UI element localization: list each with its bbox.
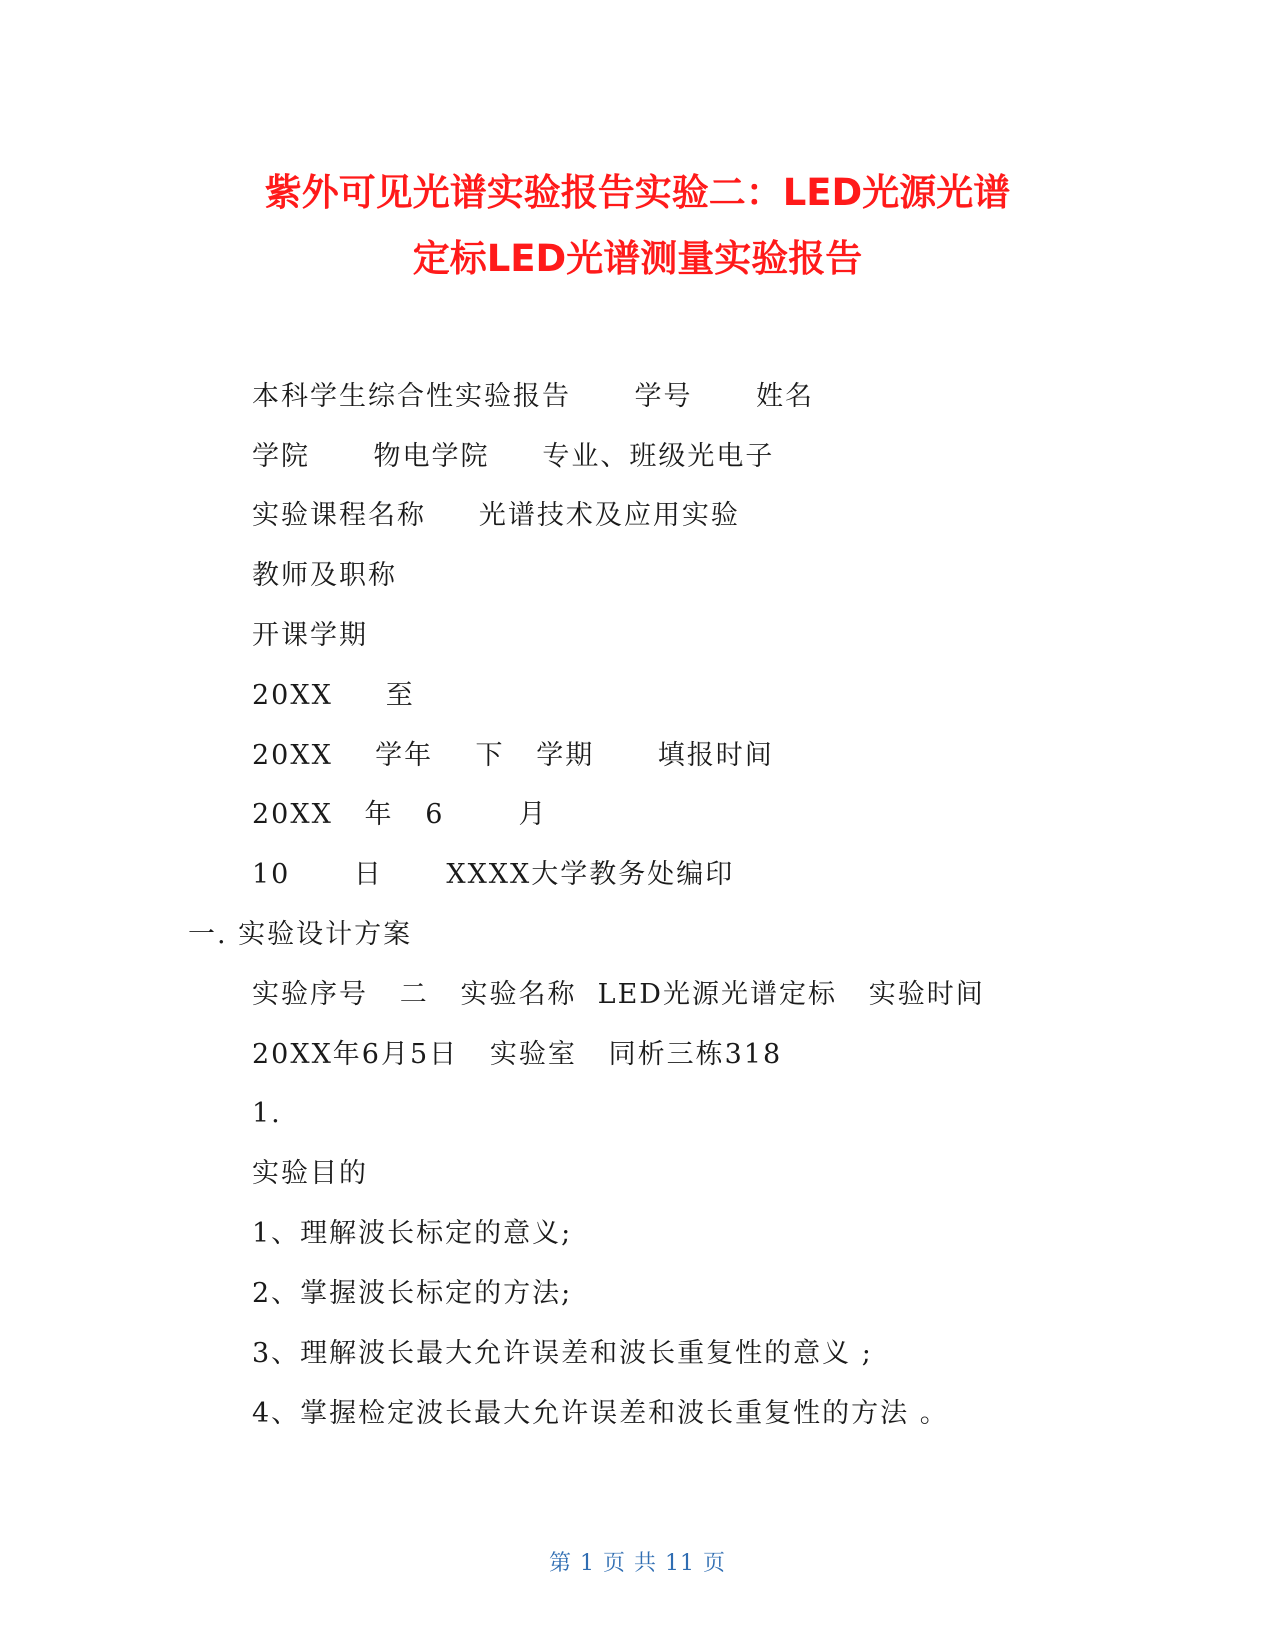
semester-label-line: 开课学期 bbox=[252, 620, 368, 651]
title-line-1: 紫外可见光谱实验报告实验二：LED光源光谱 bbox=[264, 171, 1011, 214]
document-title bbox=[150, 160, 1125, 292]
subsection-number: 1. bbox=[252, 1098, 282, 1129]
page-footer: 第 1 页 共 11 页 bbox=[549, 1551, 726, 1576]
objective-item: 1、理解波长标定的意义; bbox=[252, 1218, 573, 1249]
fill-date-line: 20XX 年 6 月 bbox=[252, 799, 548, 830]
experiment-date-line: 20XX年6月5日 实验室 同析三栋318 bbox=[252, 1039, 783, 1070]
teacher-line: 教师及职称 bbox=[252, 560, 397, 591]
semester-year-line: 20XX 至 bbox=[252, 680, 415, 711]
course-name-line: 实验课程名称 光谱技术及应用实验 bbox=[252, 500, 740, 531]
section-heading: 一. 实验设计方案 bbox=[188, 919, 413, 950]
objective-item: 2、掌握波长标定的方法; bbox=[252, 1278, 573, 1309]
semester-term-line: 20XX 学年 下 学期 填报时间 bbox=[252, 740, 774, 771]
college-line: 学院 物电学院 专业、班级光电子 bbox=[252, 441, 775, 472]
report-header-line: 本科学生综合性实验报告 学号 姓名 bbox=[252, 381, 814, 412]
objective-item: 4、掌握检定波长最大允许误差和波长重复性的方法 。 bbox=[252, 1398, 949, 1429]
title-line-2: 定标LED光谱测量实验报告 bbox=[412, 237, 863, 280]
objective-item: 3、理解波长最大允许误差和波长重复性的意义 ; bbox=[252, 1338, 873, 1369]
experiment-info-line: 实验序号 二 实验名称 LED光源光谱定标 实验时间 bbox=[252, 979, 985, 1010]
subsection-heading: 实验目的 bbox=[252, 1158, 368, 1189]
publisher-line: 10 日 XXXX大学教务处编印 bbox=[252, 859, 735, 890]
